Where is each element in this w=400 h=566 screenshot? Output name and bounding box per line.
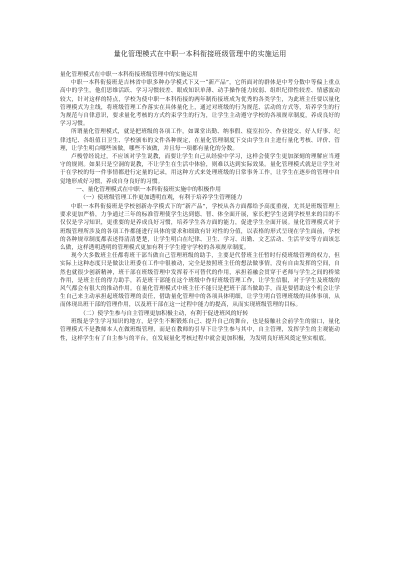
paragraph-section2-a: 班级是学生学习知识的地方，是学生不断锻炼自己、提升自己的舞台，也是接触社会前学生的窗口，量化管理模式不是教师本人在做班级管理，而是在教师的引导下让学生参与其中，自主管理，发挥学生的主观能动性，这样学生有了自主参与的平台，在发展量化考核过程中就会更加积极，为发明良好班风奠定坚实根底。: [60, 319, 340, 342]
paragraph-definition: 所谓量化管理模式，就是把班级的各项工作，如课堂出勤、纳事假、寝室扣分、作业提交、好人好事、纪律违纪、各组值日卫生、学校颁布的文件各种规定，在量化管理制度下交由学生自主进行量化考核、评价、管理，让学生明白哪些该做，哪些不该做，并且每一项都有量化的分数。: [60, 129, 340, 152]
paragraph-section1-b: 现今大多数班主任都将班干部当做自己管理班级的助手，主要是代替班主任暂时行使班级管理的权力，但实际上这种态度只是做法让班委在工作中很被动，完全是按照班主任的想法做事情，没有自由发挥的空间，自然也就很少创新精神，班干部在班级管理中发挥着不可替代的作用，承担着融会贯穿于老师与学生之间的桥梁作用，是班主任的得力助手，若是班干部能在这个班级中作好班级管理工作，让学生信服，对于学生及班级的风气都会有很大的推动作用。在量化管理模式中班主任不能只是把班干部当做助手，而是要借助这个机会让学生自己来主动承担起班级管理的责任，借助量化管理中的各项具体明细，让学生明白管理班级的具体事项，从而体现出班干部的管理作用，以及班干部在这一过程中能力的提高，从而实现班级管理的目标。: [60, 253, 340, 309]
subsection-heading-1: （一）使班级管理工作更加透明直观，有利于培养学生管理能力: [80, 195, 243, 202]
subsection-heading-2: （二）使学生参与自主管理更加积极主动，有利于促进班风的好转: [80, 310, 249, 317]
paragraph-section1-a: 中职一本科衔接班是学校创新办学模式下的“新产品”，学校从各方面都给予高度重视，尤其是班级管理上要求更加严格，力争通过三年的标准管理使学生达到德、智、体全面开展，家长把学生送到学校里来的目的不仅仅是学习知识，更重要的是养成良好习惯，培养学生各方面的能力，促进学生全面开展。量化管理模式对于班级管理所涉及的各项工作都能进行具体的要求和细致有针对性的分值，以表格的形式呈现在学生面前，学校的各种规章制度都表述得清清楚楚，让学生明白在纪律、卫生、学习、出勤、文艺活动、生活平安等方面该怎么做，这样透明透明的管理模式更加有利于学生遵守学校的各项规章制度。: [60, 204, 340, 252]
section-heading-1: 一、量化管理模式在中职一本科衔接班实施中的积极作用: [76, 186, 221, 193]
paragraph-intro: 中职一本科衔接班是吉林省中职多种办学模式下又一“新产品”，它所面对的群体是中考分数中等偏上重点高中的学生，他们思维活跃、学习习惯较差、眼成知识单薄、动手操作能力较弱、组织纪律性较差、情感波动较大，针对这样的特点，学校为使中职一本科衔接的两年制衔接班成为优秀的各类学生，为此班主任要以量化管理模式为主线，将班级管理工作落实在具体量化上，通过对班级的行为规范、活动的方式等，培养学生的行为规范与自律意识，要求量化考核的方式约束学生的行为，让学生主动遵守学校的各项规章制度，养成良好的学习习惯。: [60, 80, 340, 128]
document-title: 量化管理模式在中职一本科衔接班级管理中的实施运用: [113, 50, 287, 58]
paragraph-rousseau: 卢梭曾经说过，不应该对学生说教，而要让学生自己从经验中学习，这样会使学生更加深刻的理解应当遵守的规则。如果只是空洞的说教，不让学生在生活中体验，则难以达到实际效果。量化管理模式就是让学生对于在学校的每一件事情都进行定量的记录，用这种方式来处理班级的日常事务工作，让学生在逐步的管理中自觉地形成好习惯，养成自身良好的习惯。: [60, 154, 340, 185]
document-subtitle-line: 量化管理模式在中职一本科衔接班级管理中的实施运用: [60, 72, 198, 78]
